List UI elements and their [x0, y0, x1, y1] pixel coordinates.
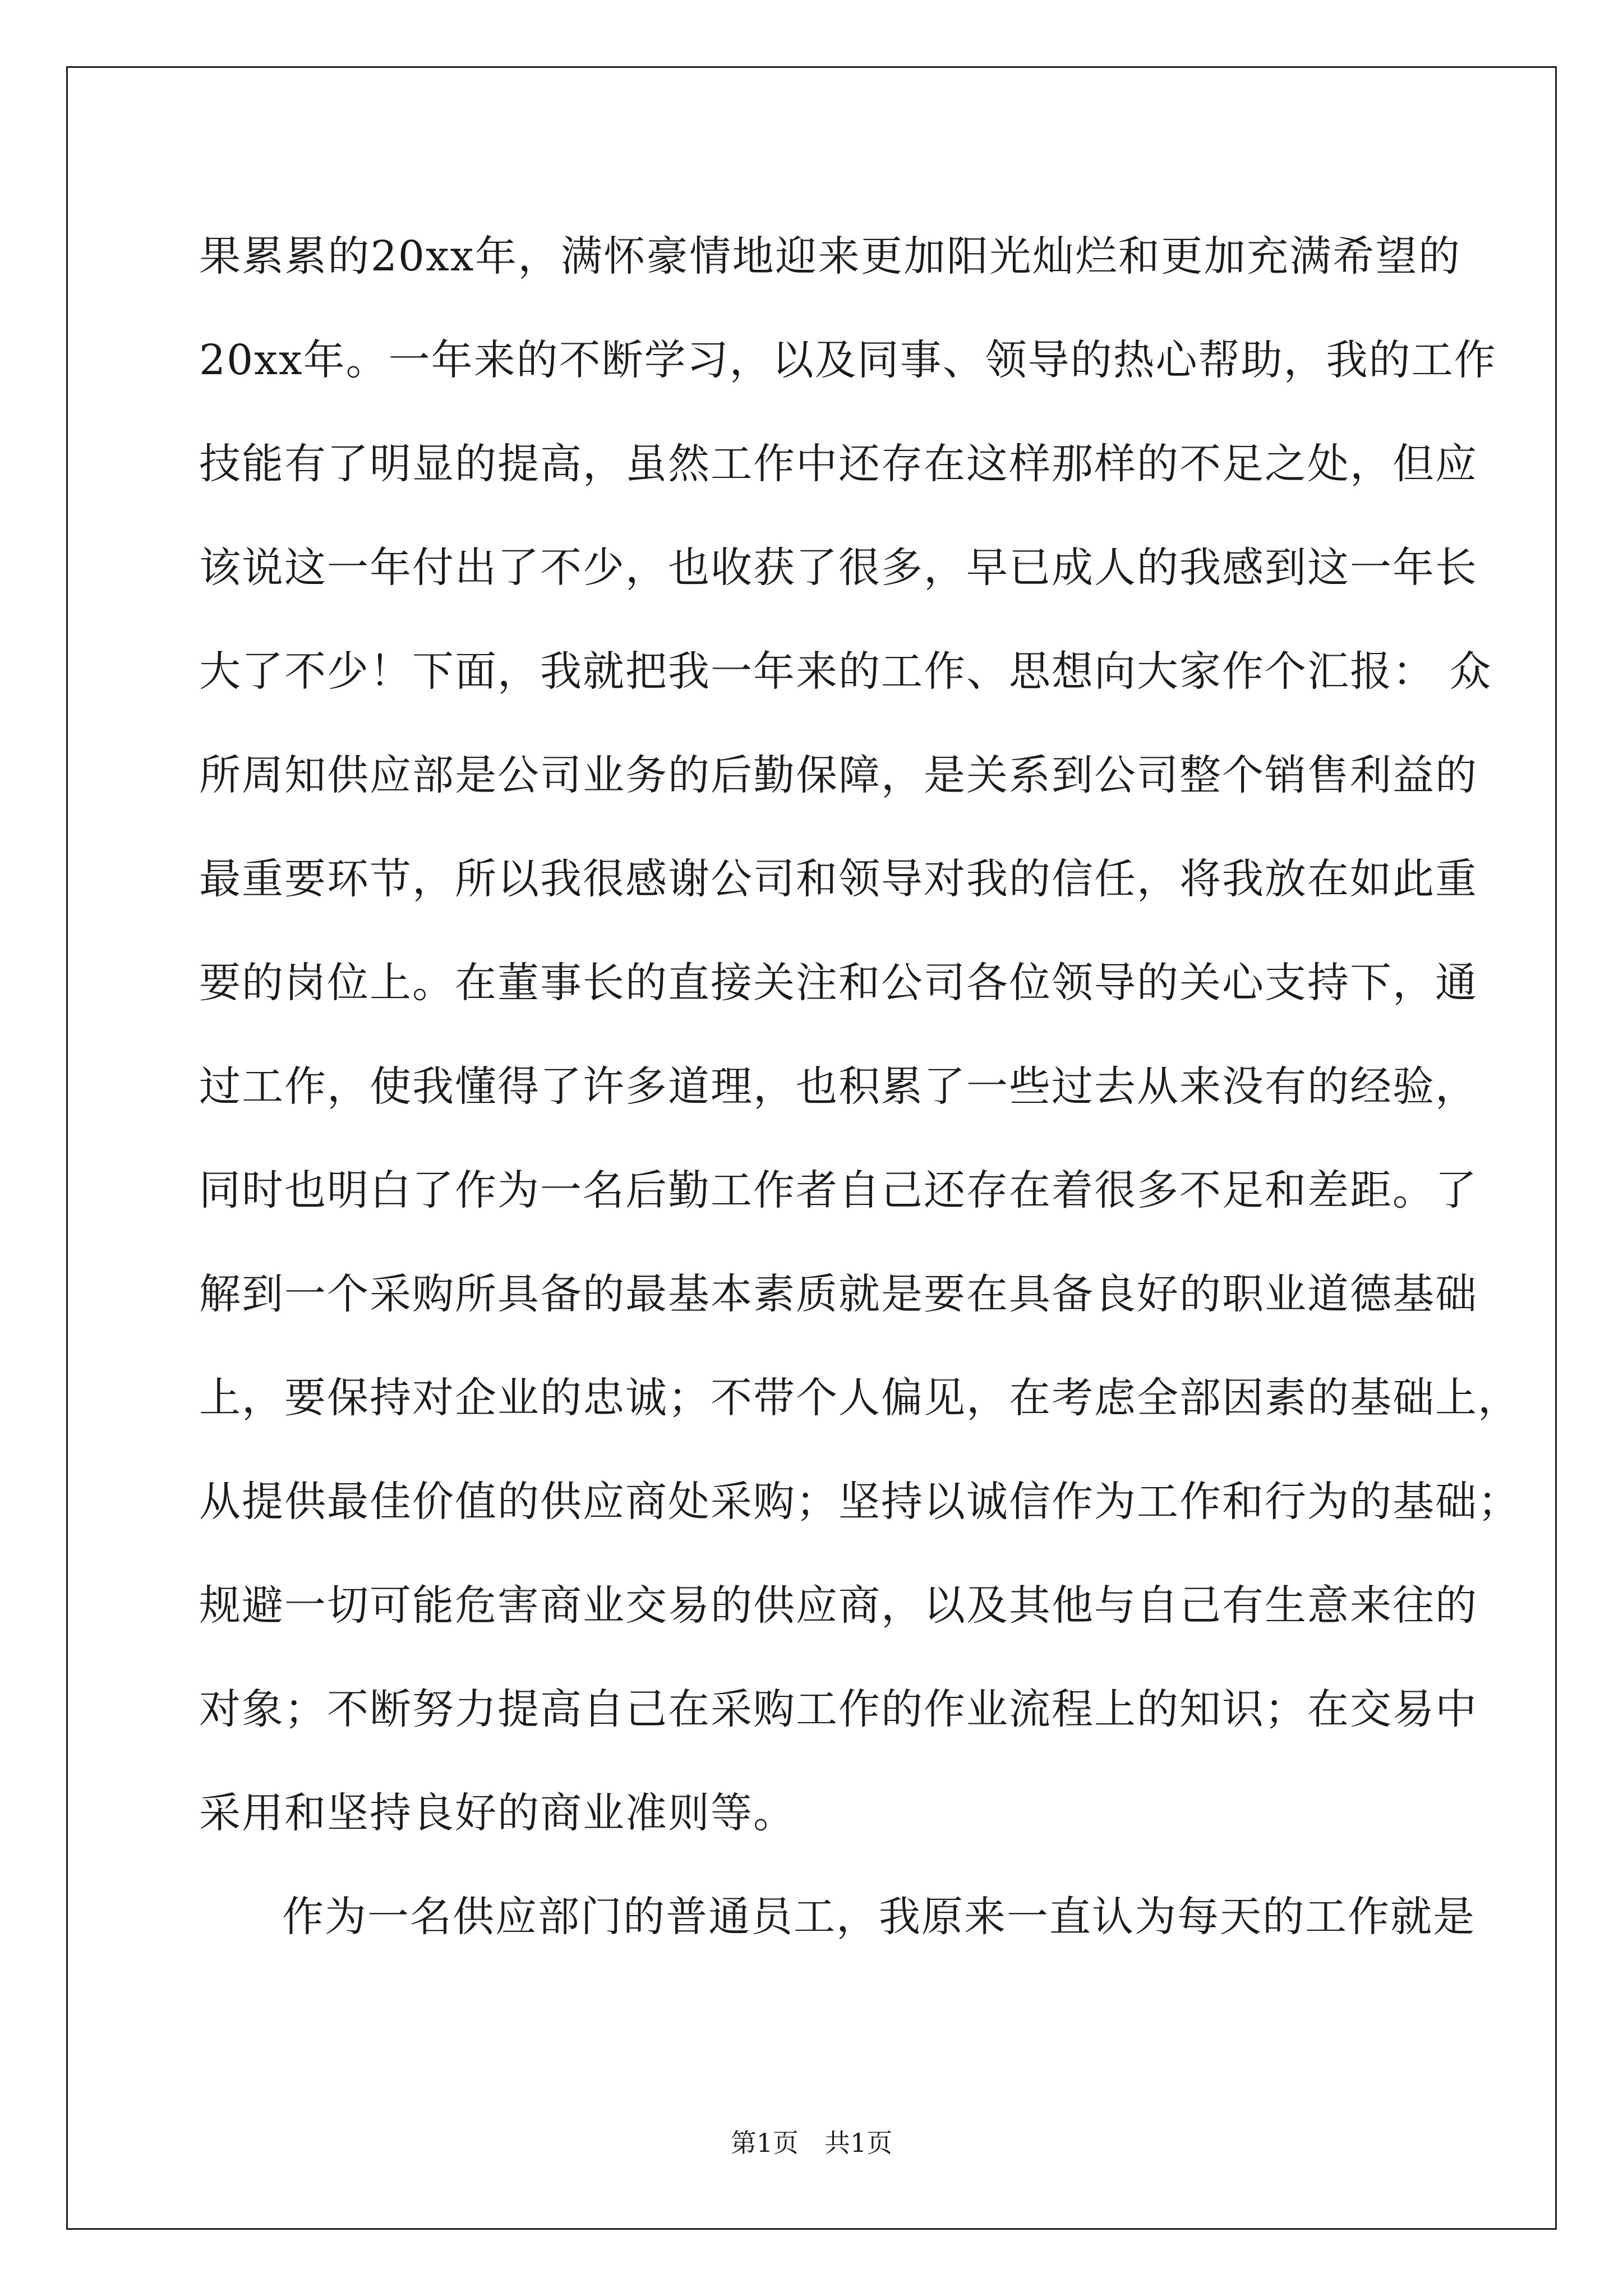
- text-line: 解到一个采购所具备的最基本素质就是要在具备良好的职业道德基础: [199, 1270, 1478, 1318]
- text-line: 技能有了明显的提高，虽然工作中还存在这样那样的不足之处，但应: [199, 440, 1478, 488]
- text-line: 对象；不断努力提高自己在采购工作的作业流程上的知识；在交易中: [199, 1685, 1478, 1733]
- text-line: 果累累的20xx年，满怀豪情地迎来更加阳光灿烂和更加充满希望的: [199, 232, 1461, 280]
- text-line: 规避一切可能危害商业交易的供应商，以及其他与自己有生意来往的: [199, 1581, 1478, 1630]
- text-line: 大了不少！下面，我就把我一年来的工作、思想向大家作个汇报： 众: [199, 647, 1492, 696]
- text-line: 20xx年。一年来的不断学习，以及同事、领导的热心帮助，我的工作: [199, 336, 1497, 384]
- text-line: 该说这一年付出了不少，也收获了很多，早已成人的我感到这一年长: [199, 544, 1478, 592]
- text-line: 同时也明白了作为一名后勤工作者自己还存在着很多不足和差距。了: [199, 1166, 1478, 1214]
- text-line: 要的岗位上。在董事长的直接关注和公司各位领导的关心支持下，通: [199, 959, 1478, 1007]
- page-number-footer: 第1页 共1页: [730, 2128, 893, 2158]
- text-line: 从提供最佳价值的供应商处采购；坚持以诚信作为工作和行为的基础；: [199, 1478, 1520, 1526]
- text-line: 上，要保持对企业的忠诚；不带个人偏见，在考虑全部因素的基础上，: [199, 1374, 1520, 1422]
- text-line: 所周知供应部是公司业务的后勤保障，是关系到公司整个销售利益的: [199, 751, 1478, 799]
- text-line: 过工作，使我懂得了许多道理，也积累了一些过去从来没有的经验，: [199, 1062, 1478, 1111]
- document-body: [199, 220, 1520, 1984]
- text-line: 最重要环节，所以我很感谢公司和领导对我的信任，将我放在如此重: [199, 855, 1478, 903]
- paragraph-start-line: 作为一名供应部门的普通员工，我原来一直认为每天的工作就是: [282, 1893, 1476, 1941]
- paragraph-end-line: 采用和坚持良好的商业准则等。: [199, 1789, 796, 1837]
